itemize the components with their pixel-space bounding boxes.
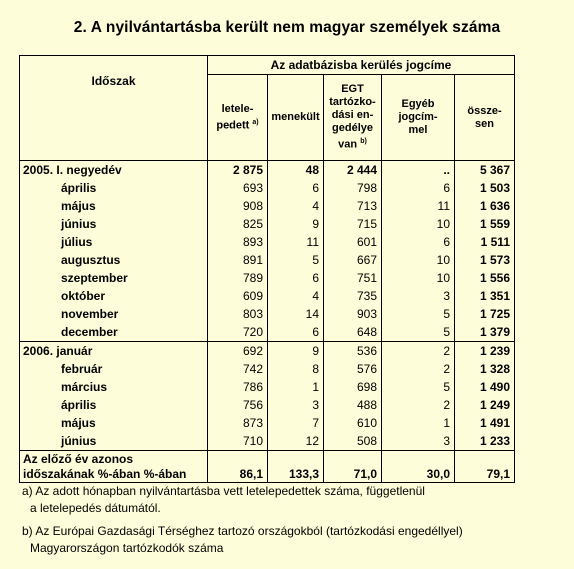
cell-value: 715 bbox=[324, 215, 382, 233]
cell-value: 536 bbox=[324, 342, 382, 361]
table-row bbox=[20, 215, 515, 233]
cell-value: 1 503 bbox=[455, 179, 515, 197]
table-row bbox=[20, 197, 515, 215]
cell-value: 1 491 bbox=[455, 414, 515, 432]
cell-value: 48 bbox=[268, 161, 324, 180]
data-table bbox=[19, 55, 515, 483]
cell-value: 11 bbox=[268, 233, 324, 251]
cell-value: 5 bbox=[382, 323, 455, 342]
cell-value: 698 bbox=[324, 378, 382, 396]
table-row bbox=[20, 179, 515, 197]
table-row bbox=[20, 378, 515, 396]
cell-value: 5 bbox=[382, 305, 455, 323]
cell-value: 825 bbox=[208, 215, 268, 233]
cell-value: 1 511 bbox=[455, 233, 515, 251]
cell-value: 713 bbox=[324, 197, 382, 215]
cell-value: 4 bbox=[268, 197, 324, 215]
table-row bbox=[20, 287, 515, 305]
cell-value: 601 bbox=[324, 233, 382, 251]
footnotes bbox=[22, 483, 463, 557]
row-label: szeptember bbox=[20, 269, 208, 287]
cell-value: 789 bbox=[208, 269, 268, 287]
cell-value: 1 239 bbox=[455, 342, 515, 361]
header-col-refugee: menekült bbox=[268, 75, 324, 161]
table-row bbox=[20, 342, 515, 361]
row-label: május bbox=[20, 197, 208, 215]
row-label: október bbox=[20, 287, 208, 305]
cell-value: 2 444 bbox=[324, 161, 382, 180]
cell-value: 873 bbox=[208, 414, 268, 432]
cell-value: 10 bbox=[382, 269, 455, 287]
row-label: 2006. január bbox=[20, 342, 208, 361]
cell-value: 692 bbox=[208, 342, 268, 361]
cell-value: 1 490 bbox=[455, 378, 515, 396]
cell-value: 2 bbox=[382, 342, 455, 361]
cell-value: 1 573 bbox=[455, 251, 515, 269]
row-label: 2005. I. negyedév bbox=[20, 161, 208, 180]
cell-value: 5 bbox=[382, 378, 455, 396]
cell-value: 1 328 bbox=[455, 360, 515, 378]
cell-value: 893 bbox=[208, 233, 268, 251]
cell-value: 3 bbox=[382, 287, 455, 305]
cell-value: 5 367 bbox=[455, 161, 515, 180]
footnote-a: a) Az adott hónapban nyilvántartásba vett letelepedettek száma, függetlenül bbox=[22, 484, 425, 498]
cell-value: .. bbox=[382, 161, 455, 180]
cell-value: 576 bbox=[324, 360, 382, 378]
cell-value: 2 bbox=[382, 396, 455, 414]
cell-value: 1 bbox=[268, 378, 324, 396]
cell-value: 6 bbox=[268, 269, 324, 287]
cell-value: 786 bbox=[208, 378, 268, 396]
percent-value: 133,3 bbox=[268, 451, 324, 483]
cell-value: 710 bbox=[208, 432, 268, 451]
cell-value: 3 bbox=[268, 396, 324, 414]
percent-row bbox=[20, 451, 515, 483]
cell-value: 610 bbox=[324, 414, 382, 432]
percent-value: 71,0 bbox=[324, 451, 382, 483]
table-row bbox=[20, 396, 515, 414]
cell-value: 693 bbox=[208, 179, 268, 197]
cell-value: 648 bbox=[324, 323, 382, 342]
header-col-other: Egyéb jogcím- mel bbox=[382, 75, 455, 161]
cell-value: 1 556 bbox=[455, 269, 515, 287]
table-row bbox=[20, 305, 515, 323]
row-label: december bbox=[20, 323, 208, 342]
row-label: augusztus bbox=[20, 251, 208, 269]
cell-value: 6 bbox=[382, 233, 455, 251]
table-row bbox=[20, 360, 515, 378]
cell-value: 10 bbox=[382, 251, 455, 269]
row-label: július bbox=[20, 233, 208, 251]
cell-value: 751 bbox=[324, 269, 382, 287]
footnote-b-cont: Magyarországon tartózkodók száma bbox=[30, 541, 224, 555]
header-period: Időszak bbox=[20, 56, 208, 161]
cell-value: 720 bbox=[208, 323, 268, 342]
cell-value: 14 bbox=[268, 305, 324, 323]
row-label: november bbox=[20, 305, 208, 323]
row-label: május bbox=[20, 414, 208, 432]
cell-value: 1 725 bbox=[455, 305, 515, 323]
cell-value: 735 bbox=[324, 287, 382, 305]
cell-value: 11 bbox=[382, 197, 455, 215]
cell-value: 6 bbox=[268, 323, 324, 342]
table-row bbox=[20, 269, 515, 287]
cell-value: 508 bbox=[324, 432, 382, 451]
row-label: június bbox=[20, 215, 208, 233]
page-title: 2. A nyilvántartásba került nem magyar személyek száma bbox=[73, 19, 501, 36]
table-row bbox=[20, 414, 515, 432]
row-label: február bbox=[20, 360, 208, 378]
cell-value: 1 559 bbox=[455, 215, 515, 233]
cell-value: 488 bbox=[324, 396, 382, 414]
row-label: április bbox=[20, 179, 208, 197]
table-row bbox=[20, 251, 515, 269]
cell-value: 891 bbox=[208, 251, 268, 269]
cell-value: 9 bbox=[268, 215, 324, 233]
cell-value: 2 bbox=[382, 360, 455, 378]
header-group: Az adatbázisba kerülés jogcíme bbox=[208, 56, 515, 75]
header-col-total: össze- sen bbox=[455, 75, 515, 161]
cell-value: 609 bbox=[208, 287, 268, 305]
cell-value: 667 bbox=[324, 251, 382, 269]
cell-value: 9 bbox=[268, 342, 324, 361]
cell-value: 4 bbox=[268, 287, 324, 305]
percent-value: 86,1 bbox=[208, 451, 268, 483]
header-col-eea: EGT tartózko- dási en- gedélye van $^{b)}$ bbox=[324, 75, 382, 161]
cell-value: 756 bbox=[208, 396, 268, 414]
percent-value: 30,0 bbox=[382, 451, 455, 483]
table-row bbox=[20, 432, 515, 451]
percent-label: Az előző év azonos időszakának %-ában %-ában bbox=[20, 451, 208, 483]
cell-value: 8 bbox=[268, 360, 324, 378]
cell-value: 903 bbox=[324, 305, 382, 323]
header-col-settled: letele- pedett $^{a)}$ bbox=[208, 75, 268, 161]
table-row bbox=[20, 323, 515, 342]
cell-value: 1 233 bbox=[455, 432, 515, 451]
cell-value: 12 bbox=[268, 432, 324, 451]
cell-value: 803 bbox=[208, 305, 268, 323]
table-row bbox=[20, 233, 515, 251]
cell-value: 10 bbox=[382, 215, 455, 233]
cell-value: 1 379 bbox=[455, 323, 515, 342]
footnote-b: b) Az Európai Gazdasági Térséghez tartozó országokból (tartózkodási engedéllyel) bbox=[22, 524, 463, 538]
cell-value: 3 bbox=[382, 432, 455, 451]
cell-value: 1 bbox=[382, 414, 455, 432]
cell-value: 908 bbox=[208, 197, 268, 215]
cell-value: 1 249 bbox=[455, 396, 515, 414]
cell-value: 1 351 bbox=[455, 287, 515, 305]
table-row bbox=[20, 161, 515, 180]
cell-value: 7 bbox=[268, 414, 324, 432]
footnote-a-cont: a letelepedés dátumától. bbox=[30, 501, 161, 515]
cell-value: 6 bbox=[268, 179, 324, 197]
row-label: június bbox=[20, 432, 208, 451]
cell-value: 6 bbox=[382, 179, 455, 197]
cell-value: 5 bbox=[268, 251, 324, 269]
row-label: április bbox=[20, 396, 208, 414]
cell-value: 742 bbox=[208, 360, 268, 378]
cell-value: 798 bbox=[324, 179, 382, 197]
row-label: március bbox=[20, 378, 208, 396]
cell-value: 1 636 bbox=[455, 197, 515, 215]
percent-value: 79,1 bbox=[455, 451, 515, 483]
cell-value: 2 875 bbox=[208, 161, 268, 180]
